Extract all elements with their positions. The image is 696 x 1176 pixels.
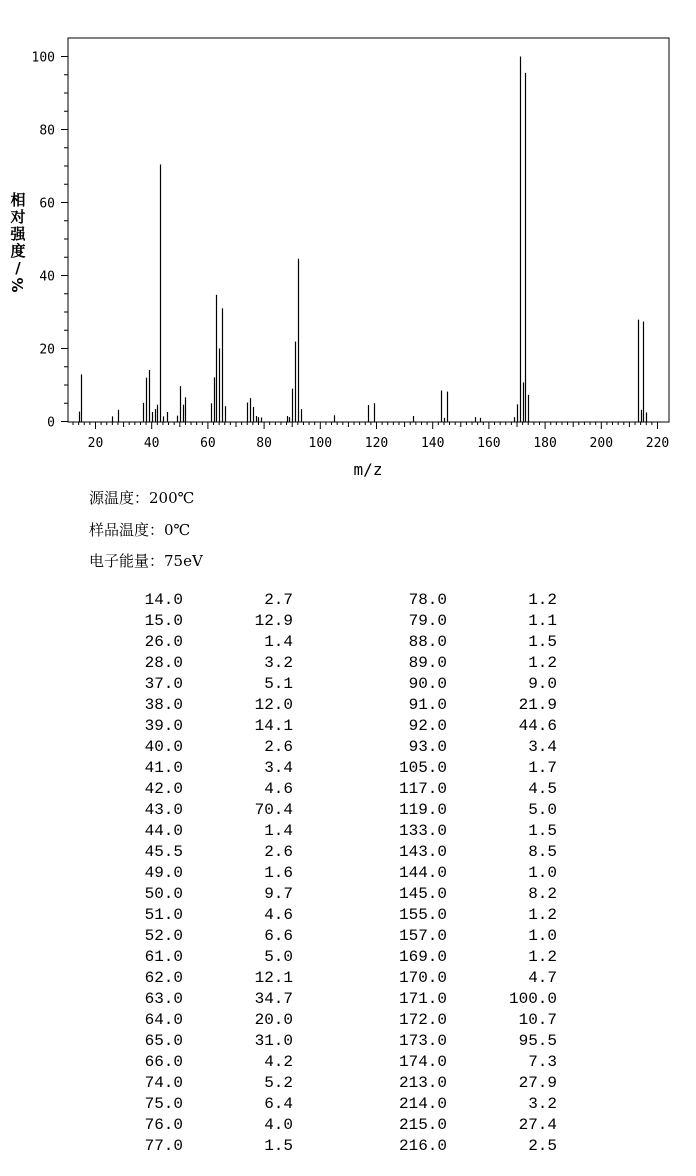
- table-intensity-cell: 27.4: [518, 1116, 557, 1134]
- table-mz-cell: 173.0: [398, 1032, 447, 1050]
- y-axis-label-char: 对: [10, 208, 26, 226]
- y-tick-label: 100: [31, 50, 55, 66]
- table-mz-cell: 40.0: [144, 738, 183, 756]
- table-intensity-cell: 12.9: [254, 612, 293, 630]
- x-tick-label: 80: [256, 436, 272, 451]
- table-mz-cell: 50.0: [144, 885, 183, 903]
- table-intensity-cell: 5.0: [528, 801, 557, 819]
- table-intensity-cell: 1.2: [528, 906, 557, 924]
- table-mz-cell: 213.0: [398, 1074, 447, 1092]
- sample-temperature: 样品温度：0℃: [89, 521, 191, 539]
- table-mz-cell: 14.0: [144, 591, 183, 609]
- table-mz-cell: 91.0: [408, 696, 447, 714]
- y-axis-label-char: 强: [10, 225, 26, 243]
- y-axis-label-char: /: [15, 259, 21, 277]
- table-intensity-cell: 1.0: [528, 927, 557, 945]
- table-intensity-cell: 3.2: [264, 654, 293, 672]
- table-mz-cell: 214.0: [398, 1095, 447, 1113]
- x-axis-ticks: [73, 422, 669, 451]
- table-mz-cell: 89.0: [408, 654, 447, 672]
- table-mz-cell: 171.0: [398, 990, 447, 1008]
- table-mz-cell: 62.0: [144, 969, 183, 987]
- table-intensity-cell: 6.6: [264, 927, 293, 945]
- y-tick-label: 80: [39, 123, 55, 139]
- x-tick-label: 140: [420, 436, 445, 451]
- table-intensity-cell: 95.5: [518, 1032, 557, 1050]
- x-tick-label: 160: [477, 436, 501, 451]
- table-mz-cell: 169.0: [398, 948, 447, 966]
- table-intensity-cell: 4.2: [264, 1053, 293, 1071]
- table-mz-cell: 39.0: [144, 717, 183, 735]
- table-intensity-cell: 12.1: [254, 969, 293, 987]
- table-mz-cell: 37.0: [144, 675, 183, 693]
- table-mz-cell: 65.0: [144, 1032, 183, 1050]
- table-mz-cell: 216.0: [398, 1137, 447, 1155]
- table-intensity-cell: 1.5: [528, 822, 557, 840]
- table-intensity-cell: 27.9: [518, 1074, 557, 1092]
- table-intensity-cell: 2.6: [264, 738, 293, 756]
- x-tick-label: 100: [308, 436, 333, 451]
- y-tick-label: 40: [39, 269, 55, 285]
- table-mz-cell: 42.0: [144, 780, 183, 798]
- y-axis-label-char: 相: [10, 191, 26, 209]
- x-tick-label: 220: [645, 436, 670, 451]
- table-mz-cell: 78.0: [408, 591, 447, 609]
- table-intensity-cell: 14.1: [254, 717, 293, 735]
- table-mz-cell: 74.0: [144, 1074, 183, 1092]
- y-tick-label: 20: [39, 342, 55, 358]
- y-tick-label: 60: [39, 196, 55, 212]
- table-intensity-cell: 5.1: [264, 675, 293, 693]
- x-tick-label: 40: [143, 436, 160, 451]
- table-mz-cell: 43.0: [144, 801, 183, 819]
- electron-energy: 电子能量：75eV: [89, 552, 203, 570]
- table-mz-cell: 44.0: [144, 822, 183, 840]
- table-mz-cell: 170.0: [398, 969, 447, 987]
- table-mz-cell: 93.0: [408, 738, 447, 756]
- table-mz-cell: 51.0: [144, 906, 183, 924]
- x-tick-label: 60: [200, 436, 216, 451]
- table-mz-cell: 41.0: [144, 759, 183, 777]
- table-intensity-cell: 6.4: [264, 1095, 293, 1113]
- table-mz-cell: 172.0: [398, 1011, 447, 1029]
- table-intensity-cell: 8.2: [528, 885, 557, 903]
- table-mz-cell: 38.0: [144, 696, 183, 714]
- table-intensity-cell: 8.5: [528, 843, 557, 861]
- table-mz-cell: 143.0: [398, 843, 447, 861]
- x-tick-label: 120: [364, 436, 389, 451]
- table-intensity-cell: 100.0: [508, 990, 557, 1008]
- table-mz-cell: 63.0: [144, 990, 183, 1008]
- table-mz-cell: 119.0: [398, 801, 447, 819]
- x-tick-label: 180: [533, 436, 557, 451]
- table-mz-cell: 77.0: [144, 1137, 183, 1155]
- y-axis-ticks: [32, 51, 68, 431]
- table-mz-cell: 15.0: [144, 612, 183, 630]
- table-mz-cell: 52.0: [144, 927, 183, 945]
- table-intensity-cell: 5.2: [264, 1074, 293, 1092]
- table-intensity-cell: 21.9: [518, 696, 557, 714]
- table-intensity-cell: 5.0: [264, 948, 293, 966]
- table-intensity-cell: 34.7: [254, 990, 293, 1008]
- table-mz-cell: 75.0: [144, 1095, 183, 1113]
- table-mz-cell: 174.0: [398, 1053, 447, 1071]
- table-intensity-cell: 20.0: [254, 1011, 293, 1029]
- table-intensity-cell: 4.6: [264, 906, 293, 924]
- x-axis-label: m/z: [353, 460, 383, 479]
- table-intensity-cell: 1.2: [528, 948, 557, 966]
- table-mz-cell: 133.0: [398, 822, 447, 840]
- table-intensity-cell: 44.6: [518, 717, 557, 735]
- y-axis-label-char: %: [9, 277, 27, 293]
- table-mz-cell: 45.5: [144, 843, 183, 861]
- x-tick-label: 20: [87, 436, 104, 451]
- table-mz-cell: 105.0: [398, 759, 447, 777]
- table-intensity-cell: 1.5: [264, 1137, 293, 1155]
- table-mz-cell: 26.0: [144, 633, 183, 651]
- table-mz-cell: 145.0: [398, 885, 447, 903]
- x-tick-label: 200: [589, 436, 614, 451]
- table-intensity-cell: 10.7: [518, 1011, 557, 1029]
- table-mz-cell: 28.0: [144, 654, 183, 672]
- table-intensity-cell: 4.6: [264, 780, 293, 798]
- table-intensity-cell: 2.6: [264, 843, 293, 861]
- peak-table: [0, 591, 696, 1171]
- y-axis-label-char: 度: [10, 242, 26, 260]
- table-intensity-cell: 7.3: [528, 1053, 557, 1071]
- table-mz-cell: 61.0: [144, 948, 183, 966]
- table-mz-cell: 92.0: [408, 717, 447, 735]
- table-intensity-cell: 1.1: [528, 612, 557, 630]
- table-intensity-cell: 4.5: [528, 780, 557, 798]
- table-intensity-cell: 1.2: [528, 654, 557, 672]
- table-mz-cell: 215.0: [398, 1116, 447, 1134]
- table-intensity-cell: 3.4: [528, 738, 557, 756]
- table-mz-cell: 79.0: [408, 612, 447, 630]
- table-mz-cell: 64.0: [144, 1011, 183, 1029]
- spectrum-peaks: [80, 57, 647, 422]
- table-intensity-cell: 70.4: [254, 801, 293, 819]
- table-mz-cell: 155.0: [398, 906, 447, 924]
- source-temperature: 源温度：200℃: [89, 489, 195, 507]
- table-mz-cell: 76.0: [144, 1116, 183, 1134]
- table-intensity-cell: 3.2: [528, 1095, 557, 1113]
- table-intensity-cell: 1.4: [264, 822, 293, 840]
- y-tick-label: 0: [47, 415, 55, 431]
- table-mz-cell: 117.0: [398, 780, 447, 798]
- table-mz-cell: 90.0: [408, 675, 447, 693]
- y-axis-label: [9, 191, 27, 293]
- table-intensity-cell: 31.0: [254, 1032, 293, 1050]
- table-intensity-cell: 1.4: [264, 633, 293, 651]
- table-intensity-cell: 12.0: [254, 696, 293, 714]
- table-intensity-cell: 1.6: [264, 864, 293, 882]
- plot-frame: [68, 38, 669, 422]
- mass-spectrum-chart: [0, 0, 696, 480]
- table-intensity-cell: 2.7: [264, 591, 293, 609]
- table-intensity-cell: 9.7: [264, 885, 293, 903]
- table-intensity-cell: 1.7: [528, 759, 557, 777]
- table-intensity-cell: 9.0: [528, 675, 557, 693]
- table-intensity-cell: 1.2: [528, 591, 557, 609]
- table-mz-cell: 144.0: [398, 864, 447, 882]
- table-intensity-cell: 4.7: [528, 969, 557, 987]
- table-mz-cell: 88.0: [408, 633, 447, 651]
- table-intensity-cell: 1.0: [528, 864, 557, 882]
- table-mz-cell: 157.0: [398, 927, 447, 945]
- table-intensity-cell: 3.4: [264, 759, 293, 777]
- table-intensity-cell: 1.5: [528, 633, 557, 651]
- table-intensity-cell: 4.0: [264, 1116, 293, 1134]
- table-intensity-cell: 2.5: [528, 1137, 557, 1155]
- table-mz-cell: 66.0: [144, 1053, 183, 1071]
- table-mz-cell: 49.0: [144, 864, 183, 882]
